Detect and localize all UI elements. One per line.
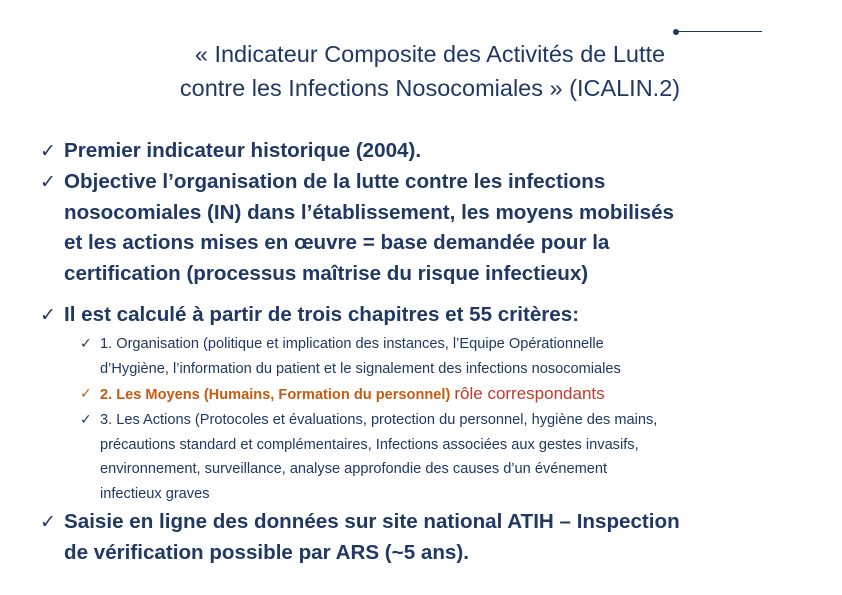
bullet-2-line-3: et les actions mises en œuvre = base demandée pour la bbox=[64, 231, 610, 254]
sub-bullet-1 bbox=[80, 332, 810, 381]
bullet-4-line-1: Saisie en ligne des données sur site national ATIH – Inspection bbox=[64, 510, 680, 533]
bullet-2-line-2: nosocomiales (IN) dans l’établissement, les moyens mobilisés bbox=[64, 200, 675, 224]
decorative-dot bbox=[673, 29, 679, 35]
bullet-4-line-2: de vérification possible par ARS (~5 ans). bbox=[64, 540, 469, 564]
check-icon: ✓ bbox=[80, 336, 92, 352]
slide-title bbox=[60, 37, 800, 105]
bullet-3-text: Il est calculé à partir de trois chapitres et 55 critères: bbox=[64, 303, 580, 326]
sub-bullet-3-line-2: précautions standard et complémentaires, Infections associées aux gestes invasifs, bbox=[100, 436, 639, 453]
sub-bullet-3-line-3: environnement, surveillance, analyse approfondie des causes d’un événement bbox=[100, 461, 608, 477]
sub-bullet-3-line-1: 3. Les Actions (Protocoles et évaluations, protection du personnel, hygiène des mains, bbox=[100, 412, 658, 428]
title-line-1: « Indicateur Composite des Activités de Lutte bbox=[194, 41, 666, 67]
bullet-2-line-1: Objective l’organisation de la lutte contre les infections bbox=[64, 170, 606, 193]
sub-bullet-2-text: 2. Les Moyens (Humains, Formation du personnel) bbox=[100, 387, 451, 403]
sub-bullet-2 bbox=[80, 382, 810, 408]
bullet-1 bbox=[40, 136, 810, 167]
sub-bullet-3 bbox=[80, 408, 810, 506]
sub-bullet-3-line-4: infectieux graves bbox=[100, 485, 210, 502]
title-line-2: contre les Infections Nosocomiales » (ICALIN.2) bbox=[179, 75, 681, 101]
bullet-2-line-4: certification (processus maîtrise du risque infectieux) bbox=[64, 261, 589, 285]
check-icon: ✓ bbox=[80, 386, 92, 402]
check-icon: ✓ bbox=[40, 511, 56, 533]
sub-bullet-1-line-1: 1. Organisation (politique et implication des instances, l’Equipe Opérationnelle bbox=[100, 336, 604, 352]
check-icon: ✓ bbox=[80, 412, 92, 428]
sub-bullet-1-line-2: d’Hygiène, l’information du patient et le signalement des infections nosocomiales bbox=[100, 360, 621, 377]
bullet-2 bbox=[40, 167, 810, 289]
check-icon: ✓ bbox=[40, 171, 56, 193]
bullet-1-text: Premier indicateur historique (2004). bbox=[64, 139, 422, 162]
bullet-4 bbox=[40, 507, 810, 568]
check-icon: ✓ bbox=[40, 140, 56, 162]
decorative-line bbox=[678, 31, 762, 32]
role-note: rôle correspondants bbox=[454, 384, 605, 403]
check-icon: ✓ bbox=[40, 304, 56, 326]
bullet-3 bbox=[40, 300, 810, 331]
